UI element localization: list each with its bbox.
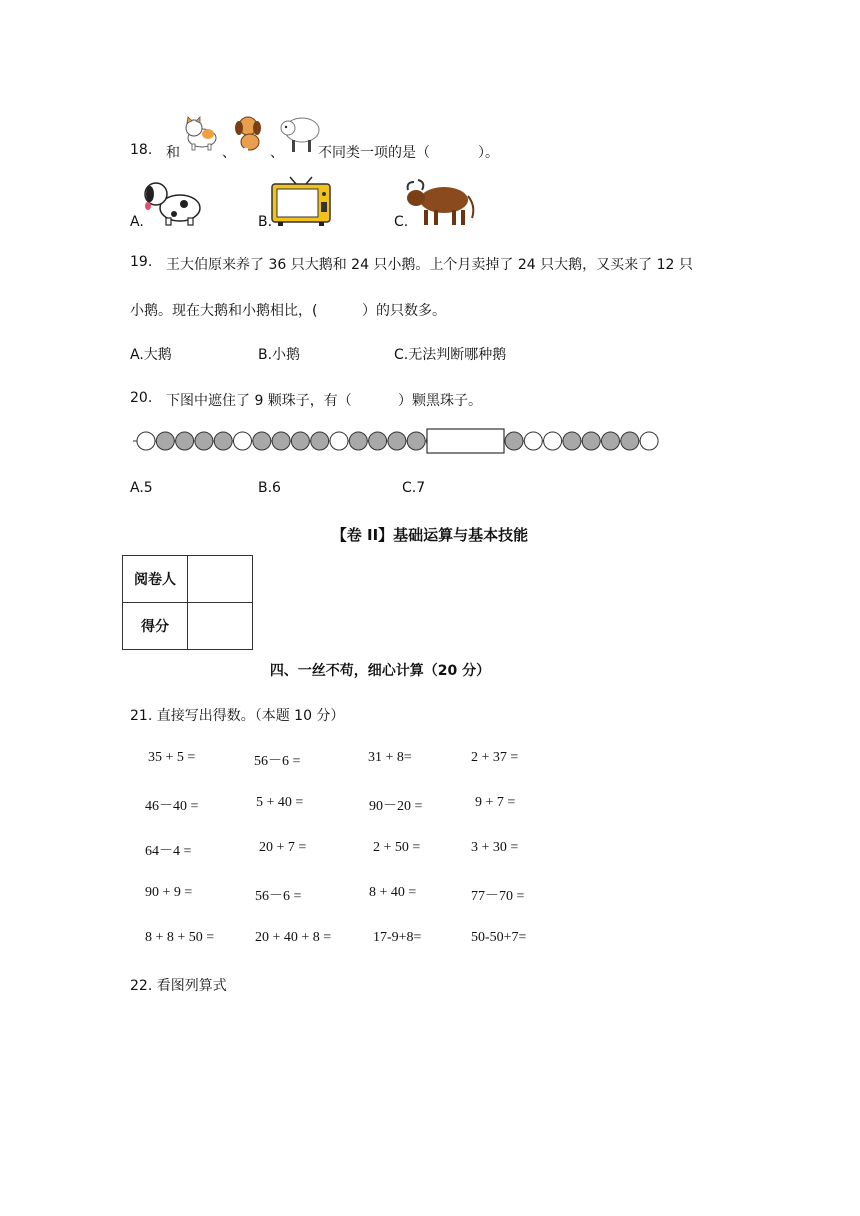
sheep-icon (278, 112, 322, 154)
black-bead (582, 432, 600, 450)
question-18-text: 不同类一项的是（ (318, 145, 430, 161)
dog-icon (140, 178, 206, 226)
black-bead (214, 432, 232, 450)
calc-item: 64－4 = (145, 844, 192, 859)
calc-item: 8 + 8 + 50 = (145, 930, 215, 945)
question-20-number: 20. (130, 390, 153, 406)
black-bead (253, 432, 271, 450)
calc-item: 56－6 = (254, 754, 301, 769)
puppy-icon (232, 114, 268, 154)
white-bead (524, 432, 542, 450)
score-table (122, 555, 253, 650)
calc-item: 50-50+7= (471, 930, 527, 945)
black-bead (272, 432, 290, 450)
black-bead (407, 432, 425, 450)
calc-item: 77－70 = (471, 889, 525, 904)
question-19-line1: 王大伯原来养了 36 只大鹅和 24 只小鹅。上个月卖掉了 24 只大鹅，又买来了 12 只 (166, 257, 693, 273)
option-c: C.无法判断哪种鹅 (394, 347, 507, 363)
calc-item: 35 + 5 = (148, 750, 196, 765)
cover-box (427, 429, 504, 453)
reviewer-cell (188, 556, 253, 603)
option-b: B.小鹅 (258, 347, 301, 363)
black-bead (156, 432, 174, 450)
black-bead (369, 432, 387, 450)
black-bead (349, 432, 367, 450)
option-c: C.7 (402, 480, 426, 496)
black-bead (176, 432, 194, 450)
option-b-label: B. (258, 214, 273, 230)
calc-item: 90－20 = (369, 799, 423, 814)
question-20-text-b: ）颗黑珠子。 (398, 393, 482, 409)
question-19-line2b: ）的只数多。 (362, 303, 446, 319)
section-title: 【卷 II】基础运算与基本技能 (331, 526, 529, 544)
black-bead (563, 432, 581, 450)
white-bead (330, 432, 348, 450)
question-21-label: 21. 直接写出得数。（本题 10 分） (130, 708, 345, 724)
question-19-line2a: 小鹅。现在大鹅和小鹅相比，( (130, 303, 318, 319)
score-cell (188, 603, 253, 650)
score-label: 得分 (123, 603, 188, 650)
question-22-label: 22. 看图列算式 (130, 978, 227, 994)
calc-item: 31 + 8= (368, 750, 412, 765)
option-c-label: C. (394, 214, 409, 230)
separator: 、 (222, 145, 236, 161)
calc-item: 20 + 7 = (259, 840, 307, 855)
white-bead (640, 432, 658, 450)
bead-string-figure (0, 424, 860, 458)
option-a: A.大鹅 (130, 347, 172, 363)
question-18-close: ）。 (478, 145, 499, 161)
black-bead (291, 432, 309, 450)
calc-item: 5 + 40 = (256, 795, 304, 810)
calc-item: 20 + 40 + 8 = (255, 930, 332, 945)
option-b: B.6 (258, 480, 281, 496)
ox-icon (404, 176, 478, 228)
question-18-number: 18. (130, 142, 153, 158)
black-bead (311, 432, 329, 450)
separator: 、 (270, 145, 284, 161)
black-bead (195, 432, 213, 450)
television-icon (270, 176, 332, 228)
question-18-and: 和 (166, 145, 180, 161)
black-bead (602, 432, 620, 450)
calc-item: 2 + 50 = (373, 840, 421, 855)
calc-item: 46－40 = (145, 799, 199, 814)
calc-item: 56－6 = (255, 889, 302, 904)
calc-item: 8 + 40 = (369, 885, 417, 900)
white-bead (544, 432, 562, 450)
question-19-number: 19. (130, 254, 153, 270)
calc-item: 9 + 7 = (475, 795, 516, 810)
calc-item: 2 + 37 = (471, 750, 519, 765)
section-subtitle: 四、一丝不苟，细心计算（20 分） (269, 663, 491, 679)
option-a-label: A. (130, 214, 144, 230)
white-bead (137, 432, 155, 450)
black-bead (505, 432, 523, 450)
calc-item: 3 + 30 = (471, 840, 519, 855)
black-bead (388, 432, 406, 450)
calc-item: 17-9+8= (373, 930, 422, 945)
white-bead (234, 432, 252, 450)
calc-item: 90 + 9 = (145, 885, 193, 900)
cat-icon (182, 114, 222, 152)
black-bead (621, 432, 639, 450)
question-20-text-a: 下图中遮住了 9 颗珠子，有（ (166, 393, 352, 409)
reviewer-label: 阅卷人 (123, 556, 188, 603)
option-a: A.5 (130, 480, 153, 496)
